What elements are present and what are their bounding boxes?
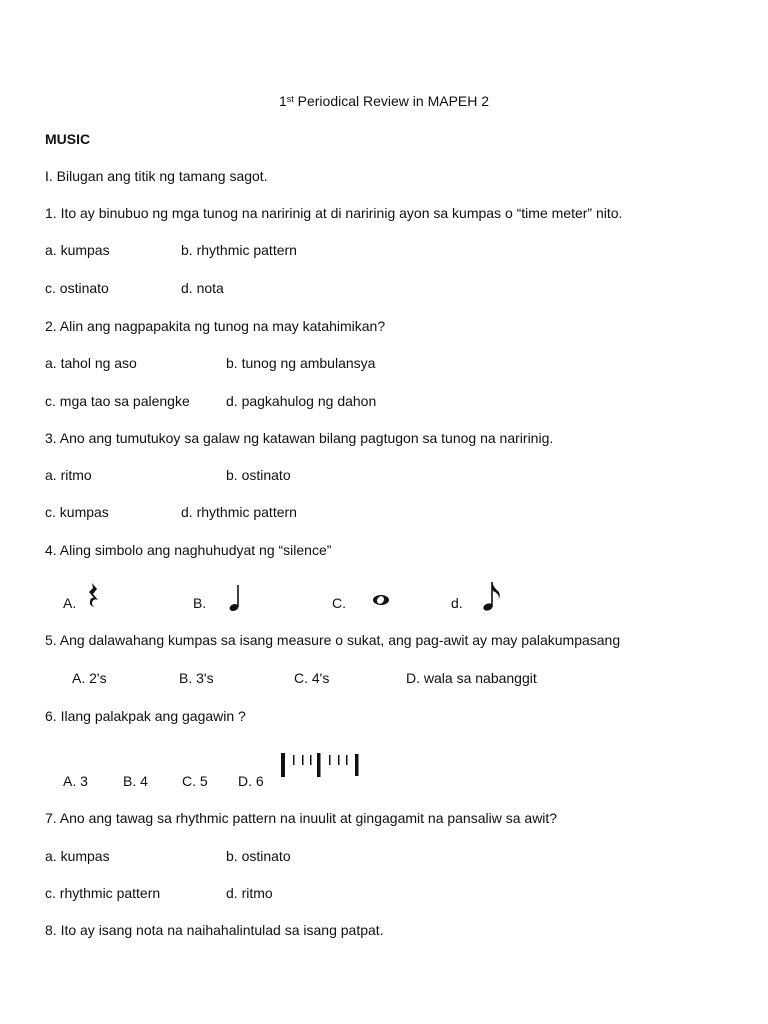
q3-option-b[interactable]: b. ostinato xyxy=(226,467,291,483)
question-4: 4. Aling simbolo ang naghuhudyat ng “silence” xyxy=(45,542,332,558)
question-1: 1. Ito ay binubuo ng mga tunog na naririnig at di naririnig ayon sa kumpas o “time meter” nito. xyxy=(45,205,623,221)
q4-option-a[interactable]: A. xyxy=(63,595,77,611)
eighth-note-icon xyxy=(482,580,502,612)
q6-option-a[interactable]: A. 3 xyxy=(63,773,88,789)
question-6: 6. Ilang palakpak ang gagawin ? xyxy=(45,708,246,724)
title-text: Periodical Review in MAPEH 2 xyxy=(293,93,490,109)
page-title xyxy=(0,93,768,109)
q7-option-b[interactable]: b. ostinato xyxy=(226,848,291,864)
q7-option-a[interactable]: a. kumpas xyxy=(45,848,110,864)
q7-option-d[interactable]: d. ritmo xyxy=(226,885,273,901)
q1-option-c[interactable]: c. ostinato xyxy=(45,280,109,296)
title-superscript: st xyxy=(286,94,294,104)
q4-option-b[interactable]: B. xyxy=(193,595,207,611)
q3-option-d[interactable]: d. rhythmic pattern xyxy=(181,504,297,520)
q2-option-a[interactable]: a. tahol ng aso xyxy=(45,355,137,371)
q5-option-d[interactable]: D. wala sa nabanggit xyxy=(406,670,537,686)
question-3: 3. Ano ang tumutukoy sa galaw ng katawan bilang pagtugon sa tunog na naririnig. xyxy=(45,430,554,446)
q2-option-b[interactable]: b. tunog ng ambulansya xyxy=(226,355,376,371)
q1-option-a[interactable]: a. kumpas xyxy=(45,242,110,258)
q2-option-c[interactable]: c. mga tao sa palengke xyxy=(45,393,190,409)
q7-option-c[interactable]: c. rhythmic pattern xyxy=(45,885,161,901)
question-2: 2. Alin ang nagpapakita ng tunog na may katahimikan? xyxy=(45,318,386,334)
q1-option-d[interactable]: d. nota xyxy=(181,280,224,296)
q3-option-c[interactable]: c. kumpas xyxy=(45,504,109,520)
q5-option-c[interactable]: C. 4's xyxy=(294,670,330,686)
question-7: 7. Ano ang tawag sa rhythmic pattern na inuulit at gingagamit na pansaliw sa awit? xyxy=(45,810,558,826)
q4-option-d[interactable]: d. xyxy=(451,595,463,611)
title-ordinal: 1 xyxy=(278,93,287,109)
q1-option-b[interactable]: b. rhythmic pattern xyxy=(181,242,297,258)
q5-option-b[interactable]: B. 3's xyxy=(179,670,214,686)
question-5: 5. Ang dalawahang kumpas sa isang measure o sukat, ang pag-awit ay may palakumpasang xyxy=(45,632,621,648)
q6-option-d[interactable]: D. 6 xyxy=(238,773,264,789)
q2-option-d[interactable]: d. pagkahulog ng dahon xyxy=(226,393,377,409)
whole-note-icon xyxy=(372,594,390,606)
rhythm-bars-icon xyxy=(279,751,363,779)
q3-option-a[interactable]: a. ritmo xyxy=(45,467,92,483)
q5-option-a[interactable]: A. 2's xyxy=(72,670,107,686)
q4-option-c[interactable]: C. xyxy=(332,595,346,611)
q6-option-c[interactable]: C. 5 xyxy=(182,773,208,789)
section-heading: MUSIC xyxy=(45,131,91,147)
q6-option-b[interactable]: B. 4 xyxy=(123,773,148,789)
quarter-note-icon xyxy=(228,584,242,612)
instruction: I. Bilugan ang titik ng tamang sagot. xyxy=(45,168,268,184)
quarter-rest-icon xyxy=(87,582,101,608)
question-8: 8. Ito ay isang nota na naihahalintulad sa isang patpat. xyxy=(45,922,384,938)
